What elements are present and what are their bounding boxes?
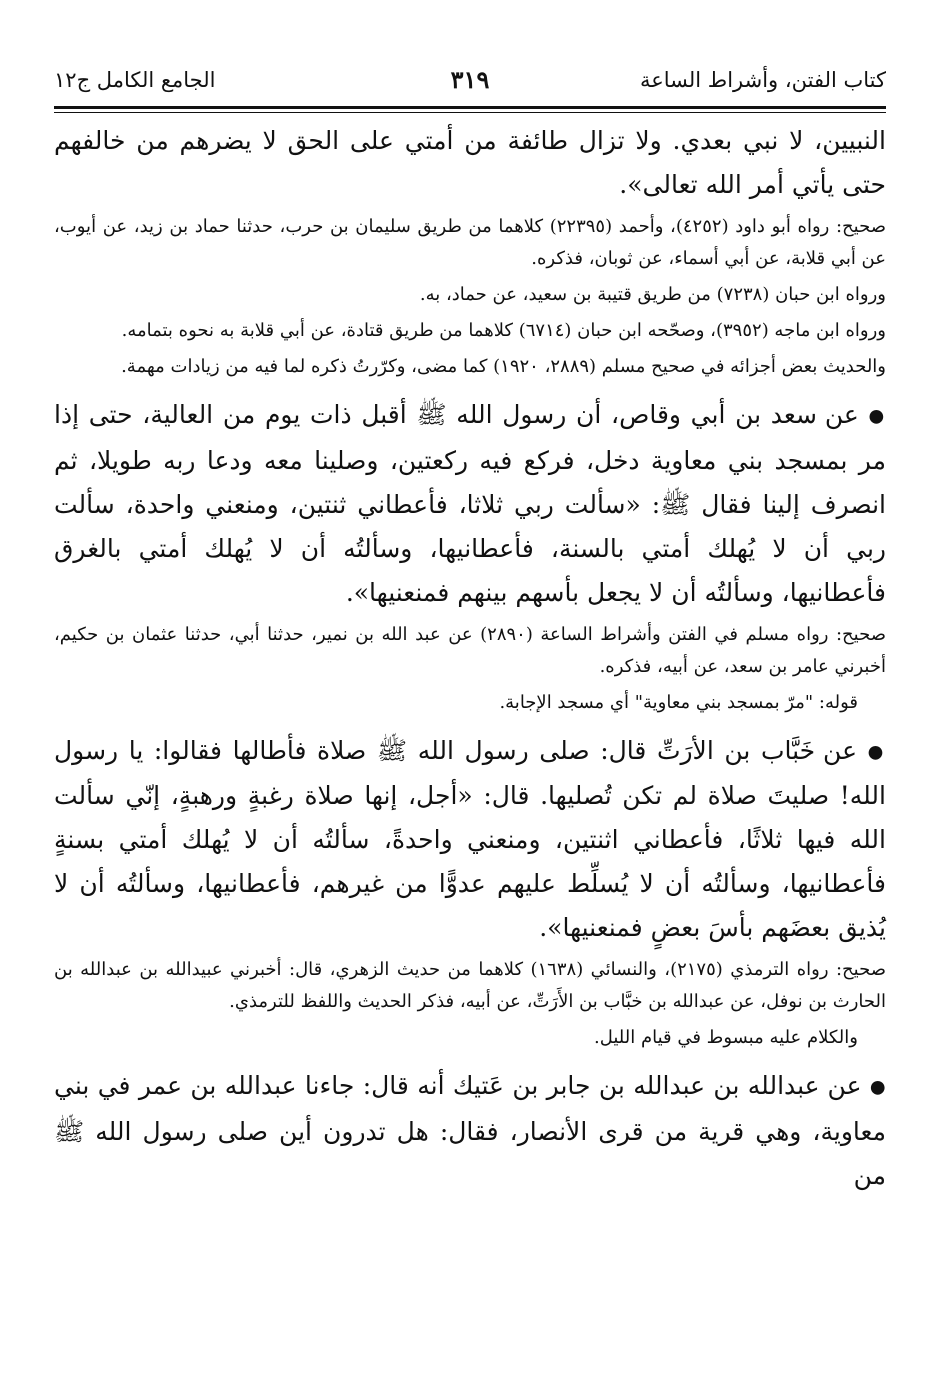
takhrij-note: صحيح: رواه مسلم في الفتن وأشراط الساعة (٢٨٩٠) عن عبد الله بن نمير، حدثنا أبي، حدثنا عثمان بن حكيم، أخبرني عامر بن سعد، عن أبيه، فذكره. (54, 623, 886, 677)
series-title: الجامع الكامل ج١٢ (54, 68, 216, 92)
page-number: ٣١٩ (450, 65, 490, 94)
header-rule-thin (54, 112, 886, 113)
hadith-text: ● عن سعد بن أبي وقاص، أن رسول الله ﷺ أقبل ذات يوم من العالية، حتى إذا مر بمسجد بني معاوية دخل، فركع فيه ركعتين، وصلينا معه ودعا ربه طويلا، ثم انصرف إلينا فقال ﷺ: «سألت ربي ثلاثا، فأعطاني ثنتين، ومنعني واحدة، سألت ربي أن لا يُهلك أمتي بالسنة، فأعطانيها، وسألتُه أن لا يُهلك أمتي بالغرق فأعطانيها، وسألتُه أن لا يجعل بأسهم بينهم فمنعنيها». (54, 400, 886, 607)
takhrij-note: صحيح: رواه الترمذي (٢١٧٥)، والنسائي (١٦٣٨) كلاهما من حديث الزهري، قال: أخبرني عبيدالله بن عبدالله بن الحارث بن نوفل، عن عبدالله بن خبَّاب بن الأَرَتِّ، عن أبيه، فذكر الحديث واللفظ للترمذي. (54, 959, 886, 1012)
document-page (54, 58, 886, 1378)
takhrij-note: ورواه ابن حبان (٧٢٣٨) من طريق قتيبة بن سعيد، عن حماد، به. (419, 284, 886, 305)
takhrij-note: والحديث بعض أجزائه في صحيح مسلم (٢٨٨٩، ١٩٢٠) كما مضى، وكرّرتُ ذكره لما فيه من زيادات مهمة. (121, 356, 886, 377)
bullet-icon: ● (867, 741, 886, 762)
bullet-icon: ● (869, 1076, 886, 1098)
bullet-icon: ● (868, 405, 886, 427)
hadith-text: ● عن خَبَّاب بن الأرَتِّ قال: صلى رسول الله ﷺ صلاة فأطالها فقالوا: يا رسول الله! صليتَ صلاة لم تكن تُصليها. قال: «أجل، إنها صلاة رغبةٍ ورهبةٍ، إنّي سألت الله فيها ثلاثًا، فأعطاني اثنتين، ومنعني واحدةً، سألتُه أن لا يُهلك أمتي بسنةٍ فأعطانيها، وسألتُه أن لا يُسلِّط عليهم عدوًّا من غيرهم، فأعطانيها، وسألتُه أن لا يُذيق بعضَهم بأسَ بعضٍ فمنعنيها». (54, 735, 886, 942)
hadith-text: النبيين، لا نبي بعدي. ولا تزال طائفة من أمتي على الحق لا يضرهم من خالفهم حتى يأتي أمر الله تعالى». (54, 126, 886, 199)
commentary-note: والكلام عليه مبسوط في قيام الليل. (594, 1027, 858, 1048)
takhrij-note: ورواه ابن ماجه (٣٩٥٢)، وصحّحه ابن حبان (٦٧١٤) كلاهما من طريق قتادة، عن أبي قلابة به نحوه بتمامه. (121, 320, 886, 341)
book-title: كتاب الفتن، وأشراط الساعة (639, 68, 886, 92)
takhrij-note: صحيح: رواه أبو داود (٤٢٥٢)، وأحمد (٢٢٣٩٥) كلاهما من طريق سليمان بن حرب، حدثنا حماد بن زيد، عن أيوب، عن أبي قلابة، عن أبي أسماء، عن ثوبان، فذكره. (54, 216, 886, 269)
commentary-note: قوله: "مرّ بمسجد بني معاوية" أي مسجد الإجابة. (499, 691, 858, 713)
header-rule-thick (54, 106, 886, 109)
hadith-text: ● عن عبدالله بن عبدالله بن جابر بن عَتيك أنه قال: جاءنا عبدالله بن عمر في بني معاوية، وهي قرية من قرى الأنصار، فقال: هل تدرون أين صلى رسول الله ﷺ من (54, 1071, 886, 1190)
running-header (54, 58, 886, 102)
